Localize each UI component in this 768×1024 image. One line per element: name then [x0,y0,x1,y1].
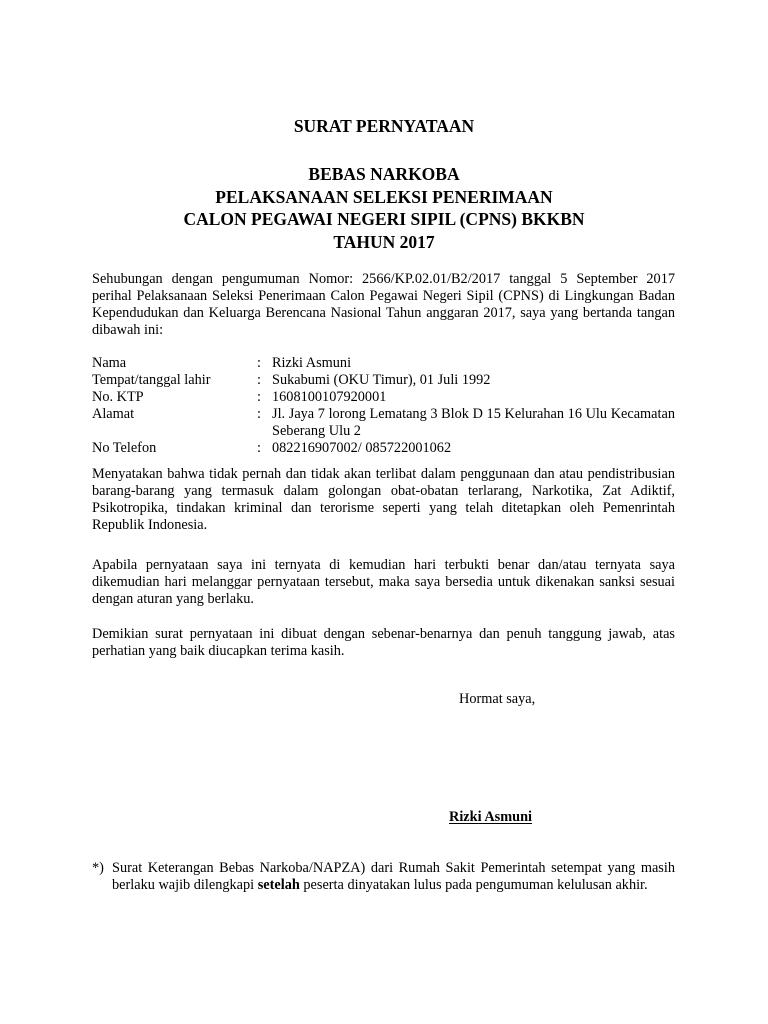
signatory-name: Rizki Asmuni [449,809,533,825]
identity-label: Tempat/tanggal lahir [92,372,211,388]
subtitle-line: CALON PEGAWAI NEGERI SIPIL (CPNS) BKKBN [183,209,585,229]
identity-colon: : [257,389,261,405]
intro-paragraph: Sehubungan dengan pengumuman Nomor: 2566/KP.02.01/B2/2017 tanggal 5 September 2017 perihal Pelaksanaan Seleksi Penerimaan Calon Pegawai Negeri Sipil (CPNS) di Lingkungan Badan Kependudukan dan Keluarga Berencana Nasional Tahun anggaran 2017, saya yang bertanda tangan dibawah ini: [92,271,675,338]
condition-paragraph: Apabila pernyataan saya ini ternyata di kemudian hari terbukti benar dan/atau ternyata saya dikemudian hari melanggar pernyataan tersebut, maka saya bersedia untuk dikenakan sanksi sesuai dengan aturan yang berlaku. [92,557,675,607]
document-subtitle [0,163,768,253]
identity-colon: : [257,355,261,371]
identity-value: Jl. Jaya 7 lorong Lematang 3 Blok D 15 Kelurahan 16 Ulu Kecamatan Seberang Ulu 2 [272,406,675,439]
identity-label: No. KTP [92,389,144,405]
identity-row [92,406,675,440]
identity-value: 082216907002/ 085722001062 [272,440,452,456]
identity-row [92,355,675,372]
footnote-text [112,860,675,894]
identity-row [92,389,675,406]
footnote-text-part: peserta dinyatakan lulus pada pengumuman kelulusan akhir. [299,877,648,893]
footnote [92,860,675,894]
closing-paragraph: Demikian surat pernyataan ini dibuat dengan sebenar-benarnya dan penuh tanggung jawab, atas perhatian yang baik diucapkan terima kasih. [92,626,675,659]
identity-colon: : [257,406,261,422]
subtitle-line: PELAKSANAAN SELEKSI PENERIMAAN [215,186,553,207]
statement-paragraph: Menyatakan bahwa tidak pernah dan tidak akan terlibat dalam penggunaan dan atau pendistribusian barang-barang yang termasuk dalam golongan obat-obatan terlarang, Narkotika, Zat Adiktif, Psikotropika, tindakan kriminal dan terorisme seperti yang telah ditetapkan oleh Pemenrintah Republik Indonesia. [92,466,675,533]
identity-label: Alamat [92,406,135,422]
footnote-marker: *) [92,860,104,876]
identity-value: 1608100107920001 [272,389,387,405]
identity-table [92,355,675,457]
identity-colon: : [257,440,261,456]
subtitle-line: TAHUN 2017 [333,231,435,252]
identity-value: Sukabumi (OKU Timur), 01 Juli 1992 [272,372,491,388]
subtitle-line: BEBAS NARKOBA [308,164,460,184]
footnote-emphasis: setelah [257,877,300,893]
identity-value: Rizki Asmuni [272,355,352,371]
identity-row [92,440,675,457]
identity-row [92,372,675,389]
identity-label: Nama [92,355,127,371]
salutation: Hormat saya, [459,691,536,707]
document-title: SURAT PERNYATAAN [293,116,475,136]
identity-colon: : [257,372,261,388]
footnote-text-part: Surat Keterangan Bebas Narkoba/NAPZA) dari Rumah Sakit Pemerintah setempat yang masih berlaku wajib dilengkapi [112,860,675,893]
identity-label: No Telefon [92,440,157,456]
